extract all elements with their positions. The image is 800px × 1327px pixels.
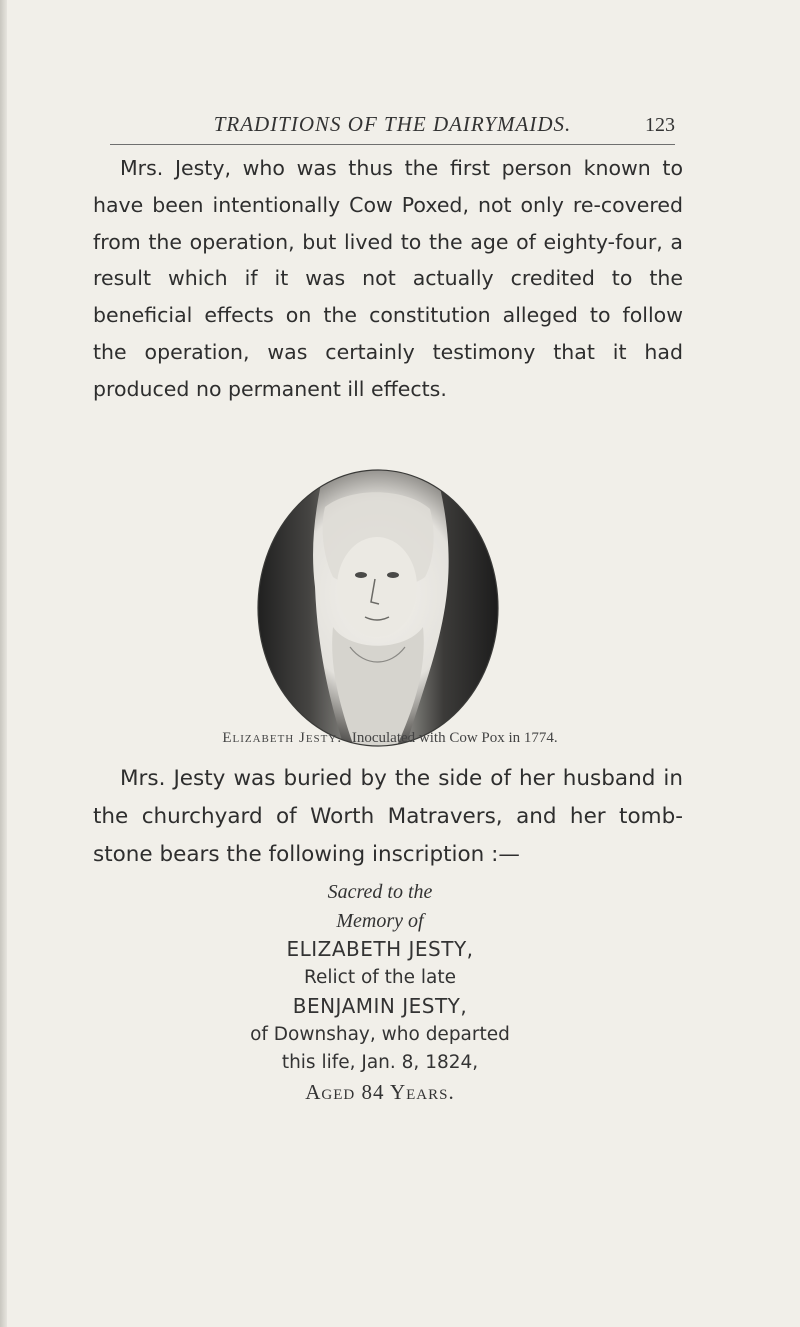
inscription-line-aged: Aged 84 Years. — [305, 1079, 455, 1104]
running-head — [110, 112, 675, 142]
portrait-left-eye — [355, 572, 367, 578]
portrait-right-eye — [387, 572, 399, 578]
header-rule — [110, 144, 675, 145]
page-number: 123 — [645, 114, 675, 136]
inscription-line-sacred: Sacred to the — [327, 881, 433, 903]
inscription-line-relict: Relict of the late — [303, 966, 457, 988]
paragraph-burial: Mrs. Jesty was buried by the side of her husband in the churchyard of Worth Matravers, and her tomb-stone bears the following inscription :— — [93, 766, 683, 867]
inscription-line-benjamin: BENJAMIN JESTY, — [292, 994, 468, 1018]
paragraph-jesty-recovery: Mrs. Jesty, who was thus the first person known to have been intentionally Cow Poxed, not only re-covered from the operation, but lived to the age of eighty-four, a result which if it was not actually credited to the beneficial effects on the constitution alleged to follow the operation, was certainly testimony that it had produced no permanent ill effects. — [93, 156, 683, 401]
inscription-line-downshay: of Downshay, who departed — [250, 1023, 510, 1045]
tombstone-inscription — [170, 878, 590, 1106]
caption-text: Inoculated with Cow Pox in 1774. — [351, 730, 558, 746]
inscription-line-date: this life, Jan. 8, 1824, — [281, 1052, 479, 1073]
portrait-oval-svg — [255, 467, 501, 750]
inscription-line-elizabeth: ELIZABETH JESTY, — [286, 937, 474, 961]
inscription-line-memory: Memory of — [336, 909, 424, 932]
portrait-engraving-elizabeth-jesty — [255, 467, 501, 750]
figure-caption — [95, 730, 685, 747]
caption-name: Elizabeth Jesty. — [222, 730, 343, 746]
running-title: TRADITIONS OF THE DAIRYMAIDS. — [213, 112, 572, 136]
portrait-face — [337, 537, 417, 637]
